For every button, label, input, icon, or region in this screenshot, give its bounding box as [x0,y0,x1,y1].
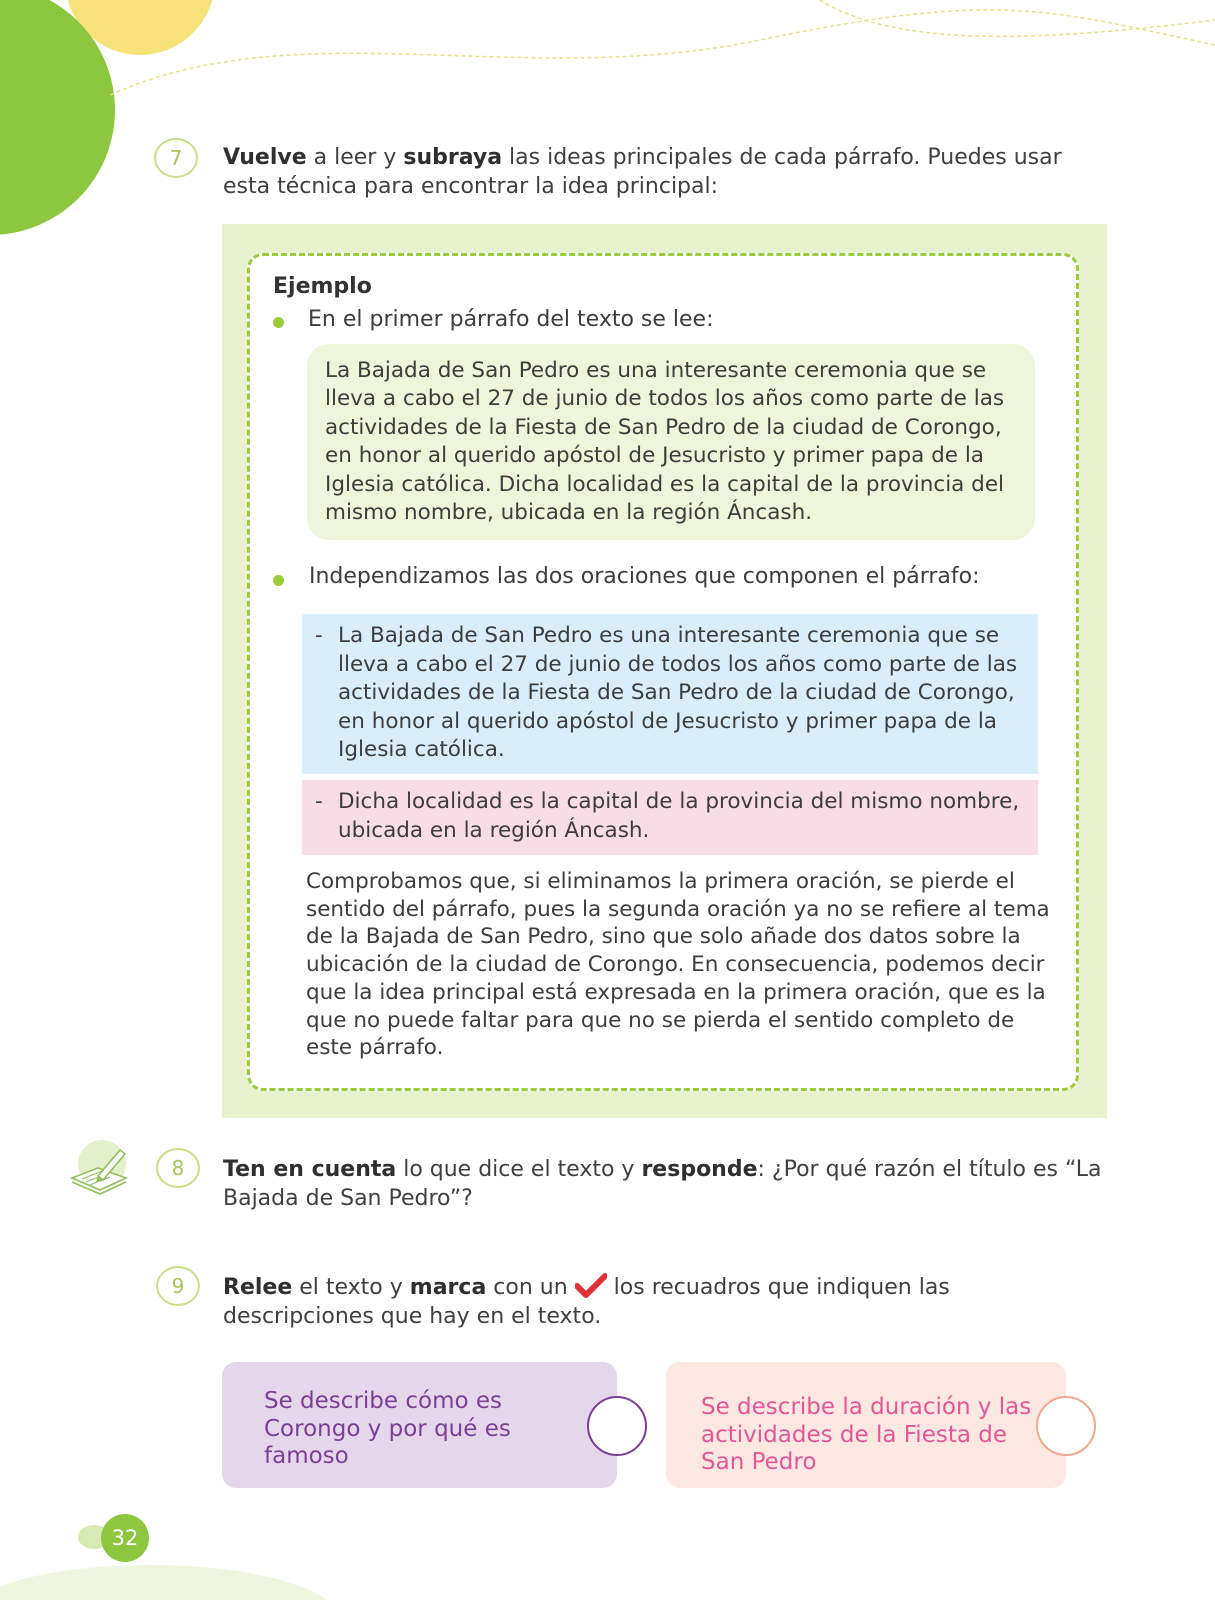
instruction-text: lo que dice el texto y [396,1157,642,1182]
question-number-8: 8 [156,1148,200,1188]
instruction-text: con un [486,1275,575,1300]
instruction-text: el texto y [292,1275,410,1300]
question-number-9: 9 [156,1266,200,1306]
instruction-text: las ideas principales de cada párrafo. Puedes usar esta técnica para encontrar la idea principal: [223,145,1062,199]
example-bullet-2: Independizamos las dos oraciones que componen el párrafo: [309,564,980,589]
example-bullet-1: En el primer párrafo del texto se lee: [308,307,714,332]
bullet-icon [273,575,284,586]
writing-notebook-icon [68,1138,132,1198]
sentence-one-text: La Bajada de San Pedro es una interesante ceremonia que se lleva a cabo el 27 de junio de todos los años como parte de las actividades de la Fiesta de San Pedro de la ciudad de Corongo, en honor al querido apóstol de Jesucristo y primer papa de la Iglesia católica. [338,623,1018,763]
instruction-verb: Relee [223,1275,293,1300]
instruction-text: : ¿Por qué razón el título es “La Bajada de San Pedro”? [223,1157,1102,1211]
instruction-verb: subraya [403,145,503,170]
option-checkbox-fiesta[interactable] [1036,1396,1096,1456]
option-card-fiesta [666,1362,1066,1488]
instruction-text: a leer y [306,145,404,170]
checkmark-icon [575,1273,607,1299]
question-9-instruction [223,1273,1103,1331]
sentence-one-highlight [302,614,1038,774]
sentence-two-highlight [302,780,1038,855]
instruction-verb: responde [641,1157,758,1182]
instruction-verb: marca [409,1275,487,1300]
example-conclusion: Comprobamos que, si eliminamos la primera oración, se pierde el sentido del párrafo, pues la segunda oración ya no se refiere al tema de la Bajada de San Pedro, sino que solo añade dos datos sobre la ubicación de la ciudad de Corongo. En consecuencia, podemos decir que la idea principal está expresada en la primera oración, que es la que no puede faltar para que no se pierda el sentido completo de este párrafo. [306,869,1050,1061]
page-number: 32 [101,1514,149,1562]
question-number-7: 7 [154,138,198,178]
quoted-paragraph: La Bajada de San Pedro es una interesante ceremonia que se lleva a cabo el 27 de junio de todos los años como parte de las actividades de la Fiesta de San Pedro de la ciudad de Corongo, en honor al querido apóstol de Jesucristo y primer papa de la Iglesia católica. Dicha localidad es la capital de la provincia del mismo nombre, ubicada en la región Áncash. [307,344,1035,540]
question-7-instruction [223,143,1103,201]
option-checkbox-corongo[interactable] [587,1396,647,1456]
dash-marker: - [315,623,323,648]
bullet-icon [273,317,284,328]
instruction-text: los recuadros que indiquen las descripciones que hay en el texto. [223,1275,950,1329]
instruction-verb: Ten en cuenta [223,1157,397,1182]
option-label: Se describe cómo es Corongo y por qué es famoso [264,1388,511,1469]
question-8-instruction [223,1155,1103,1213]
dash-marker: - [315,789,323,814]
instruction-verb: Vuelve [223,145,307,170]
example-title: Ejemplo [273,274,372,299]
option-card-corongo [222,1362,617,1488]
option-label: Se describe la duración y las actividades de la Fiesta de San Pedro [701,1394,1032,1475]
sentence-two-text: Dicha localidad es la capital de la provincia del mismo nombre, ubicada en la región Áncash. [338,789,1020,843]
